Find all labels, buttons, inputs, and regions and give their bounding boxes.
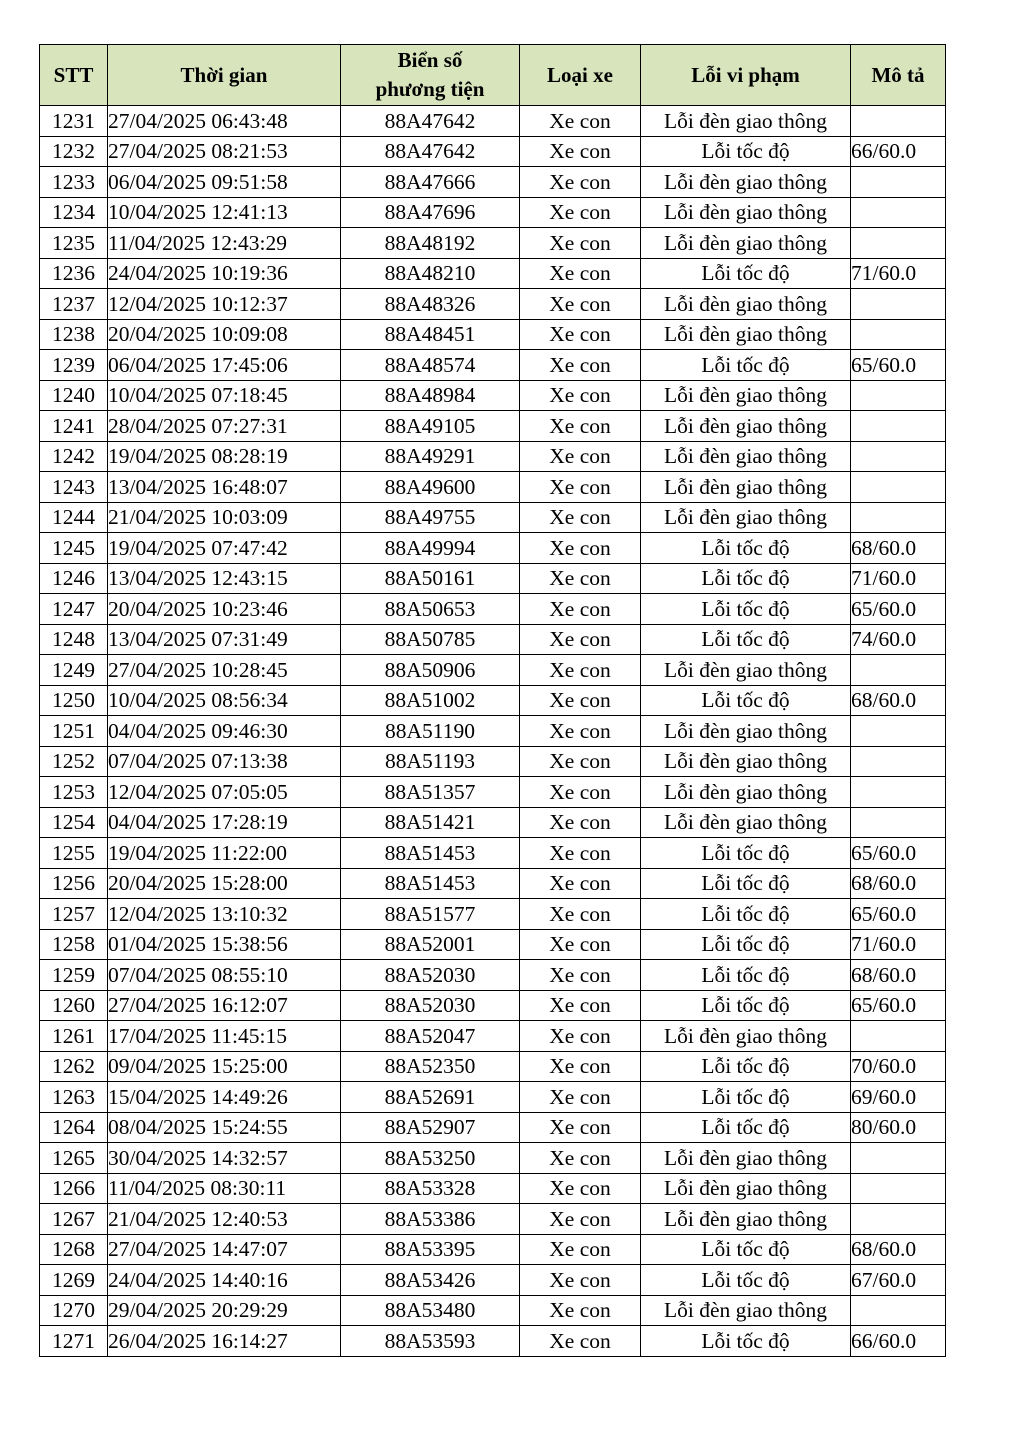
table-row [40, 929, 946, 960]
cell-vehicle-type: Xe con [520, 197, 641, 228]
cell-plate: 88A52030 [341, 990, 520, 1021]
cell-description [851, 502, 946, 533]
table-row [40, 868, 946, 899]
cell-time: 13/04/2025 16:48:07 [108, 472, 341, 503]
cell-violation: Lỗi tốc độ [641, 1051, 851, 1082]
cell-time: 12/04/2025 13:10:32 [108, 899, 341, 930]
cell-violation: Lỗi đèn giao thông [641, 502, 851, 533]
cell-time: 27/04/2025 10:28:45 [108, 655, 341, 686]
cell-description [851, 411, 946, 442]
table-row [40, 472, 946, 503]
cell-time: 11/04/2025 08:30:11 [108, 1173, 341, 1204]
cell-description [851, 228, 946, 259]
cell-plate: 88A48574 [341, 350, 520, 381]
table-row [40, 1021, 946, 1052]
cell-description: 71/60.0 [851, 258, 946, 289]
cell-stt: 1270 [40, 1295, 108, 1326]
cell-stt: 1256 [40, 868, 108, 899]
cell-stt: 1231 [40, 106, 108, 137]
header-plate [341, 45, 520, 106]
table-row [40, 990, 946, 1021]
cell-plate: 88A50653 [341, 594, 520, 625]
table-row [40, 1173, 946, 1204]
cell-description [851, 1204, 946, 1235]
table-row [40, 228, 946, 259]
cell-plate: 88A51357 [341, 777, 520, 808]
cell-violation: Lỗi tốc độ [641, 1112, 851, 1143]
cell-description: 65/60.0 [851, 899, 946, 930]
cell-time: 29/04/2025 20:29:29 [108, 1295, 341, 1326]
cell-violation: Lỗi đèn giao thông [641, 1021, 851, 1052]
cell-description: 68/60.0 [851, 1234, 946, 1265]
cell-violation: Lỗi đèn giao thông [641, 106, 851, 137]
cell-violation: Lỗi tốc độ [641, 685, 851, 716]
table-row [40, 746, 946, 777]
cell-time: 20/04/2025 10:09:08 [108, 319, 341, 350]
cell-description: 70/60.0 [851, 1051, 946, 1082]
cell-description: 69/60.0 [851, 1082, 946, 1113]
cell-plate: 88A51421 [341, 807, 520, 838]
cell-vehicle-type: Xe con [520, 929, 641, 960]
cell-plate: 88A52030 [341, 960, 520, 991]
cell-violation: Lỗi đèn giao thông [641, 167, 851, 198]
cell-description [851, 716, 946, 747]
cell-vehicle-type: Xe con [520, 533, 641, 564]
cell-description [851, 380, 946, 411]
cell-time: 21/04/2025 12:40:53 [108, 1204, 341, 1235]
cell-time: 04/04/2025 17:28:19 [108, 807, 341, 838]
cell-time: 01/04/2025 15:38:56 [108, 929, 341, 960]
table-row [40, 1051, 946, 1082]
cell-time: 30/04/2025 14:32:57 [108, 1143, 341, 1174]
cell-stt: 1262 [40, 1051, 108, 1082]
cell-violation: Lỗi đèn giao thông [641, 1295, 851, 1326]
cell-stt: 1238 [40, 319, 108, 350]
table-row [40, 380, 946, 411]
cell-stt: 1250 [40, 685, 108, 716]
header-plate-line2: phương tiện [375, 77, 485, 101]
table-row [40, 167, 946, 198]
cell-description: 68/60.0 [851, 533, 946, 564]
cell-plate: 88A52691 [341, 1082, 520, 1113]
cell-vehicle-type: Xe con [520, 411, 641, 442]
cell-description [851, 746, 946, 777]
table-row [40, 1295, 946, 1326]
header-description: Mô tả [851, 45, 946, 106]
cell-vehicle-type: Xe con [520, 563, 641, 594]
table-row [40, 1143, 946, 1174]
table-row [40, 563, 946, 594]
table-row [40, 899, 946, 930]
cell-time: 13/04/2025 12:43:15 [108, 563, 341, 594]
cell-time: 24/04/2025 10:19:36 [108, 258, 341, 289]
cell-description [851, 106, 946, 137]
table-row [40, 106, 946, 137]
cell-description: 66/60.0 [851, 1326, 946, 1357]
cell-vehicle-type: Xe con [520, 1082, 641, 1113]
header-time: Thời gian [108, 45, 341, 106]
cell-stt: 1264 [40, 1112, 108, 1143]
cell-description: 68/60.0 [851, 960, 946, 991]
cell-plate: 88A52907 [341, 1112, 520, 1143]
cell-vehicle-type: Xe con [520, 1234, 641, 1265]
cell-plate: 88A48326 [341, 289, 520, 320]
table-row [40, 441, 946, 472]
cell-stt: 1263 [40, 1082, 108, 1113]
cell-description [851, 655, 946, 686]
cell-plate: 88A48984 [341, 380, 520, 411]
cell-time: 10/04/2025 08:56:34 [108, 685, 341, 716]
cell-stt: 1266 [40, 1173, 108, 1204]
cell-description: 71/60.0 [851, 563, 946, 594]
cell-description: 71/60.0 [851, 929, 946, 960]
cell-stt: 1239 [40, 350, 108, 381]
cell-plate: 88A52047 [341, 1021, 520, 1052]
cell-plate: 88A51577 [341, 899, 520, 930]
cell-stt: 1259 [40, 960, 108, 991]
cell-description: 80/60.0 [851, 1112, 946, 1143]
cell-time: 26/04/2025 16:14:27 [108, 1326, 341, 1357]
cell-vehicle-type: Xe con [520, 1295, 641, 1326]
cell-vehicle-type: Xe con [520, 1143, 641, 1174]
cell-violation: Lỗi đèn giao thông [641, 807, 851, 838]
cell-stt: 1247 [40, 594, 108, 625]
cell-plate: 88A53386 [341, 1204, 520, 1235]
cell-violation: Lỗi tốc độ [641, 350, 851, 381]
cell-stt: 1271 [40, 1326, 108, 1357]
cell-vehicle-type: Xe con [520, 106, 641, 137]
cell-vehicle-type: Xe con [520, 136, 641, 167]
table-row [40, 838, 946, 869]
cell-stt: 1258 [40, 929, 108, 960]
cell-vehicle-type: Xe con [520, 502, 641, 533]
table-row [40, 1265, 946, 1296]
cell-time: 27/04/2025 08:21:53 [108, 136, 341, 167]
cell-description [851, 472, 946, 503]
cell-plate: 88A50785 [341, 624, 520, 655]
cell-vehicle-type: Xe con [520, 258, 641, 289]
cell-time: 19/04/2025 07:47:42 [108, 533, 341, 564]
cell-violation: Lỗi đèn giao thông [641, 777, 851, 808]
cell-vehicle-type: Xe con [520, 990, 641, 1021]
cell-time: 20/04/2025 15:28:00 [108, 868, 341, 899]
cell-plate: 88A49291 [341, 441, 520, 472]
cell-vehicle-type: Xe con [520, 685, 641, 716]
cell-violation: Lỗi đèn giao thông [641, 1204, 851, 1235]
cell-description: 65/60.0 [851, 594, 946, 625]
cell-time: 12/04/2025 07:05:05 [108, 777, 341, 808]
cell-time: 08/04/2025 15:24:55 [108, 1112, 341, 1143]
cell-stt: 1261 [40, 1021, 108, 1052]
cell-stt: 1248 [40, 624, 108, 655]
violations-table [39, 44, 946, 1357]
cell-stt: 1252 [40, 746, 108, 777]
cell-violation: Lỗi tốc độ [641, 1326, 851, 1357]
cell-description [851, 1173, 946, 1204]
cell-vehicle-type: Xe con [520, 289, 641, 320]
cell-vehicle-type: Xe con [520, 746, 641, 777]
cell-violation: Lỗi tốc độ [641, 899, 851, 930]
cell-violation: Lỗi tốc độ [641, 1234, 851, 1265]
cell-violation: Lỗi tốc độ [641, 594, 851, 625]
table-row [40, 136, 946, 167]
cell-time: 09/04/2025 15:25:00 [108, 1051, 341, 1082]
cell-plate: 88A49994 [341, 533, 520, 564]
cell-stt: 1243 [40, 472, 108, 503]
cell-plate: 88A53426 [341, 1265, 520, 1296]
table-row [40, 1082, 946, 1113]
table-row [40, 685, 946, 716]
cell-time: 24/04/2025 14:40:16 [108, 1265, 341, 1296]
table-row [40, 1326, 946, 1357]
header-row [40, 45, 946, 106]
cell-vehicle-type: Xe con [520, 441, 641, 472]
cell-time: 19/04/2025 11:22:00 [108, 838, 341, 869]
cell-description [851, 807, 946, 838]
cell-description [851, 319, 946, 350]
cell-time: 27/04/2025 06:43:48 [108, 106, 341, 137]
table-header [40, 45, 946, 106]
cell-stt: 1260 [40, 990, 108, 1021]
cell-description [851, 1021, 946, 1052]
table-row [40, 960, 946, 991]
cell-violation: Lỗi tốc độ [641, 1082, 851, 1113]
cell-vehicle-type: Xe con [520, 1204, 641, 1235]
cell-violation: Lỗi đèn giao thông [641, 319, 851, 350]
cell-violation: Lỗi đèn giao thông [641, 1143, 851, 1174]
cell-description [851, 1143, 946, 1174]
cell-description [851, 197, 946, 228]
cell-plate: 88A51190 [341, 716, 520, 747]
cell-vehicle-type: Xe con [520, 1265, 641, 1296]
cell-description [851, 441, 946, 472]
cell-vehicle-type: Xe con [520, 1051, 641, 1082]
cell-vehicle-type: Xe con [520, 1326, 641, 1357]
table-row [40, 502, 946, 533]
cell-violation: Lỗi đèn giao thông [641, 441, 851, 472]
cell-description [851, 777, 946, 808]
cell-plate: 88A51453 [341, 838, 520, 869]
cell-stt: 1268 [40, 1234, 108, 1265]
cell-vehicle-type: Xe con [520, 655, 641, 686]
cell-violation: Lỗi tốc độ [641, 838, 851, 869]
table-body [40, 106, 946, 1357]
cell-time: 21/04/2025 10:03:09 [108, 502, 341, 533]
table-row [40, 197, 946, 228]
cell-time: 12/04/2025 10:12:37 [108, 289, 341, 320]
cell-description: 74/60.0 [851, 624, 946, 655]
cell-violation: Lỗi đèn giao thông [641, 472, 851, 503]
cell-stt: 1269 [40, 1265, 108, 1296]
cell-description [851, 167, 946, 198]
cell-description: 68/60.0 [851, 685, 946, 716]
cell-time: 06/04/2025 09:51:58 [108, 167, 341, 198]
header-vehicle-type: Loại xe [520, 45, 641, 106]
cell-description [851, 289, 946, 320]
cell-plate: 88A53395 [341, 1234, 520, 1265]
header-stt: STT [40, 45, 108, 106]
cell-stt: 1246 [40, 563, 108, 594]
cell-violation: Lỗi tốc độ [641, 258, 851, 289]
cell-description: 66/60.0 [851, 136, 946, 167]
cell-time: 04/04/2025 09:46:30 [108, 716, 341, 747]
cell-plate: 88A52001 [341, 929, 520, 960]
cell-plate: 88A50906 [341, 655, 520, 686]
cell-violation: Lỗi tốc độ [641, 929, 851, 960]
cell-plate: 88A48192 [341, 228, 520, 259]
cell-stt: 1245 [40, 533, 108, 564]
cell-violation: Lỗi tốc độ [641, 533, 851, 564]
table-row [40, 624, 946, 655]
cell-vehicle-type: Xe con [520, 380, 641, 411]
cell-vehicle-type: Xe con [520, 319, 641, 350]
cell-plate: 88A48451 [341, 319, 520, 350]
cell-stt: 1251 [40, 716, 108, 747]
cell-time: 06/04/2025 17:45:06 [108, 350, 341, 381]
cell-vehicle-type: Xe con [520, 1112, 641, 1143]
cell-violation: Lỗi tốc độ [641, 990, 851, 1021]
cell-vehicle-type: Xe con [520, 960, 641, 991]
cell-stt: 1253 [40, 777, 108, 808]
cell-plate: 88A53593 [341, 1326, 520, 1357]
table-row [40, 655, 946, 686]
cell-description: 65/60.0 [851, 990, 946, 1021]
cell-stt: 1267 [40, 1204, 108, 1235]
cell-description [851, 1295, 946, 1326]
cell-stt: 1232 [40, 136, 108, 167]
cell-violation: Lỗi đèn giao thông [641, 289, 851, 320]
cell-stt: 1236 [40, 258, 108, 289]
cell-violation: Lỗi đèn giao thông [641, 655, 851, 686]
cell-violation: Lỗi đèn giao thông [641, 228, 851, 259]
cell-vehicle-type: Xe con [520, 777, 641, 808]
cell-stt: 1242 [40, 441, 108, 472]
cell-vehicle-type: Xe con [520, 716, 641, 747]
cell-violation: Lỗi đèn giao thông [641, 197, 851, 228]
table-row [40, 1204, 946, 1235]
cell-plate: 88A47642 [341, 136, 520, 167]
cell-stt: 1240 [40, 380, 108, 411]
cell-violation: Lỗi tốc độ [641, 563, 851, 594]
table-row [40, 319, 946, 350]
cell-vehicle-type: Xe con [520, 472, 641, 503]
cell-description: 65/60.0 [851, 350, 946, 381]
cell-violation: Lỗi tốc độ [641, 624, 851, 655]
table-row [40, 777, 946, 808]
cell-description: 65/60.0 [851, 838, 946, 869]
table-row [40, 594, 946, 625]
cell-time: 19/04/2025 08:28:19 [108, 441, 341, 472]
cell-plate: 88A48210 [341, 258, 520, 289]
cell-time: 10/04/2025 07:18:45 [108, 380, 341, 411]
cell-time: 07/04/2025 08:55:10 [108, 960, 341, 991]
cell-stt: 1241 [40, 411, 108, 442]
cell-stt: 1265 [40, 1143, 108, 1174]
cell-plate: 88A51193 [341, 746, 520, 777]
cell-time: 10/04/2025 12:41:13 [108, 197, 341, 228]
cell-plate: 88A47642 [341, 106, 520, 137]
cell-violation: Lỗi tốc độ [641, 136, 851, 167]
cell-vehicle-type: Xe con [520, 1021, 641, 1052]
cell-violation: Lỗi đèn giao thông [641, 1173, 851, 1204]
cell-violation: Lỗi đèn giao thông [641, 716, 851, 747]
cell-time: 11/04/2025 12:43:29 [108, 228, 341, 259]
cell-plate: 88A47666 [341, 167, 520, 198]
table-row [40, 807, 946, 838]
cell-plate: 88A51002 [341, 685, 520, 716]
cell-vehicle-type: Xe con [520, 594, 641, 625]
cell-vehicle-type: Xe con [520, 167, 641, 198]
cell-stt: 1249 [40, 655, 108, 686]
table-row [40, 1112, 946, 1143]
table-row [40, 411, 946, 442]
cell-stt: 1237 [40, 289, 108, 320]
cell-vehicle-type: Xe con [520, 807, 641, 838]
cell-vehicle-type: Xe con [520, 350, 641, 381]
cell-violation: Lỗi tốc độ [641, 868, 851, 899]
cell-time: 27/04/2025 16:12:07 [108, 990, 341, 1021]
cell-description: 67/60.0 [851, 1265, 946, 1296]
cell-vehicle-type: Xe con [520, 838, 641, 869]
cell-violation: Lỗi đèn giao thông [641, 380, 851, 411]
cell-time: 15/04/2025 14:49:26 [108, 1082, 341, 1113]
cell-stt: 1254 [40, 807, 108, 838]
cell-time: 17/04/2025 11:45:15 [108, 1021, 341, 1052]
cell-plate: 88A47696 [341, 197, 520, 228]
table-row [40, 716, 946, 747]
cell-plate: 88A53328 [341, 1173, 520, 1204]
cell-vehicle-type: Xe con [520, 228, 641, 259]
cell-violation: Lỗi đèn giao thông [641, 411, 851, 442]
cell-vehicle-type: Xe con [520, 899, 641, 930]
cell-plate: 88A52350 [341, 1051, 520, 1082]
cell-time: 13/04/2025 07:31:49 [108, 624, 341, 655]
cell-violation: Lỗi đèn giao thông [641, 746, 851, 777]
cell-plate: 88A51453 [341, 868, 520, 899]
cell-plate: 88A49755 [341, 502, 520, 533]
cell-violation: Lỗi tốc độ [641, 1265, 851, 1296]
table-row [40, 1234, 946, 1265]
cell-plate: 88A49600 [341, 472, 520, 503]
header-violation: Lỗi vi phạm [641, 45, 851, 106]
cell-stt: 1235 [40, 228, 108, 259]
cell-plate: 88A49105 [341, 411, 520, 442]
cell-description: 68/60.0 [851, 868, 946, 899]
table-row [40, 533, 946, 564]
cell-stt: 1244 [40, 502, 108, 533]
cell-stt: 1234 [40, 197, 108, 228]
table-row [40, 350, 946, 381]
cell-plate: 88A50161 [341, 563, 520, 594]
cell-time: 28/04/2025 07:27:31 [108, 411, 341, 442]
table-row [40, 258, 946, 289]
cell-plate: 88A53480 [341, 1295, 520, 1326]
cell-violation: Lỗi tốc độ [641, 960, 851, 991]
table-row [40, 289, 946, 320]
cell-time: 20/04/2025 10:23:46 [108, 594, 341, 625]
cell-vehicle-type: Xe con [520, 1173, 641, 1204]
cell-vehicle-type: Xe con [520, 868, 641, 899]
cell-time: 07/04/2025 07:13:38 [108, 746, 341, 777]
header-plate-line1: Biển số [397, 48, 463, 72]
cell-stt: 1255 [40, 838, 108, 869]
cell-stt: 1233 [40, 167, 108, 198]
cell-plate: 88A53250 [341, 1143, 520, 1174]
cell-vehicle-type: Xe con [520, 624, 641, 655]
cell-stt: 1257 [40, 899, 108, 930]
cell-time: 27/04/2025 14:47:07 [108, 1234, 341, 1265]
